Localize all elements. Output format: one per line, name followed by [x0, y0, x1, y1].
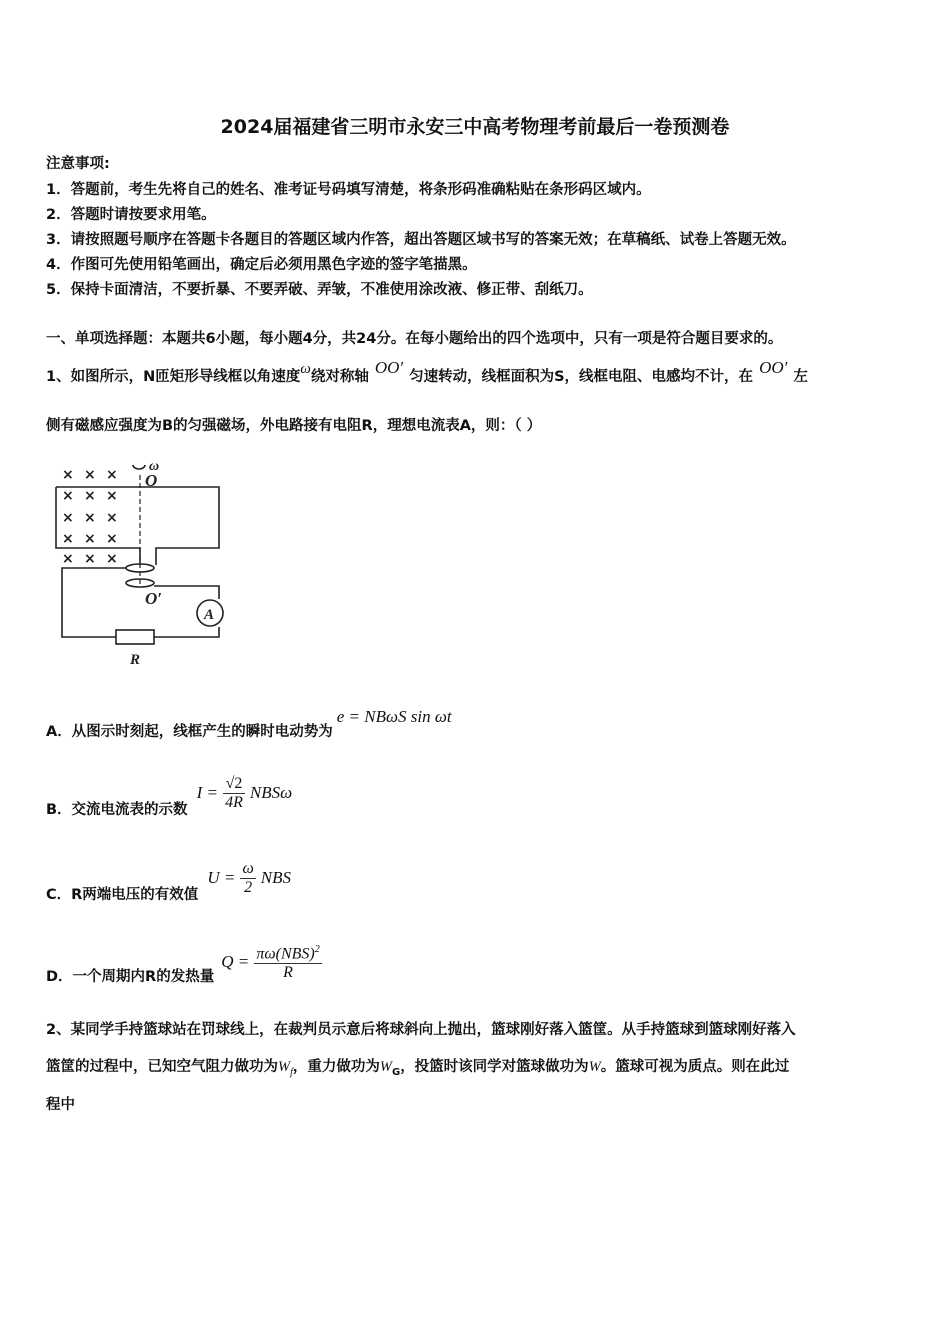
notice-item-5: 5．保持卡面清洁，不要折暴、不要弄破、弄皱，不准使用涂改液、修正带、刮纸刀。	[46, 282, 593, 298]
notice-heading: 注意事项:	[46, 156, 110, 172]
cross-mark: ×	[62, 510, 74, 526]
label-omega: ω	[149, 459, 160, 474]
notice-item-3: 3．请按照题号顺序在答题卡各题目的答题区域内作答，超出答题区域书写的答案无效；在草稿纸、试卷上答题无效。	[46, 232, 796, 248]
cross-mark: ×	[106, 510, 118, 526]
circuit-figure	[44, 455, 244, 670]
formula-a: e = NBωS sin ωt	[336, 707, 452, 726]
q1-line-1: 1、如图所示，N匝矩形导线框以角速度ω绕对称轴 OO′ 匀速转动，线框面积为S，线框电阻、电感均不计，在 OO′ 左	[46, 358, 808, 385]
cross-mark: ×	[62, 467, 74, 483]
q1-line-2: 侧有磁感应强度为B的匀强磁场，外电路接有电阻R，理想电流表A，则：（ ）	[46, 418, 542, 434]
option-c: C．R两端电压的有效值 U = $\frac{\omega}{2}$ NBS	[46, 860, 292, 903]
cross-mark: ×	[106, 488, 118, 504]
label-resistor: R	[130, 652, 141, 668]
magnetic-field-crosses	[62, 467, 118, 567]
cross-mark: ×	[62, 488, 74, 504]
q2-line-2: 篮筐的过程中，已知空气阻力做功为$W_f$，重力做功为$W_G$，投篮时该同学对篮球做功为W。篮球可视为质点。则在此过	[46, 1059, 790, 1078]
label-o-prime: O′	[145, 589, 163, 608]
label-ammeter: A	[204, 607, 215, 623]
q2-line-3: 程中	[46, 1097, 75, 1113]
q2-line-1: 2、某同学手持篮球站在罚球线上，在裁判员示意后将球斜向上抛出，篮球刚好落入篮筐。从手持篮球到篮球刚好落入	[46, 1022, 796, 1038]
cross-mark: ×	[84, 531, 96, 547]
cross-mark: ×	[62, 551, 74, 567]
notice-item-2: 2．答题时请按要求用笔。	[46, 207, 216, 223]
option-b: B．交流电流表的示数 I = $\frac{√2}{4R}$ NBSω	[46, 775, 293, 818]
cross-mark: ×	[84, 488, 96, 504]
notice-item-4: 4．作图可先使用铅笔画出，确定后必须用黑色字迹的签字笔描黑。	[46, 257, 477, 273]
cross-mark: ×	[106, 531, 118, 547]
cross-mark: ×	[106, 467, 118, 483]
cross-mark: ×	[84, 510, 96, 526]
notice-item-1: 1．答题前，考生先将自己的姓名、准考证号码填写清楚，将条形码准确粘贴在条形码区域内。	[46, 182, 651, 198]
cross-mark: ×	[84, 551, 96, 567]
label-o: O	[145, 471, 158, 490]
section-heading: 一、单项选择题：本题共6小题，每小题4分，共24分。在每小题给出的四个选项中，只有一项是符合题目要求的。	[46, 331, 783, 347]
cross-mark: ×	[106, 551, 118, 567]
page-title: 2024届福建省三明市永安三中高考物理考前最后一卷预测卷	[220, 116, 730, 138]
option-d: D．一个周期内R的发热量 Q = $\frac{\pi\omega(NBS)^2}{R}$	[46, 944, 320, 986]
cross-mark: ×	[84, 467, 96, 483]
option-a: A．从图示时刻起，线框产生的瞬时电动势为e = NBωS sin ωt	[46, 707, 452, 740]
cross-mark: ×	[62, 531, 74, 547]
